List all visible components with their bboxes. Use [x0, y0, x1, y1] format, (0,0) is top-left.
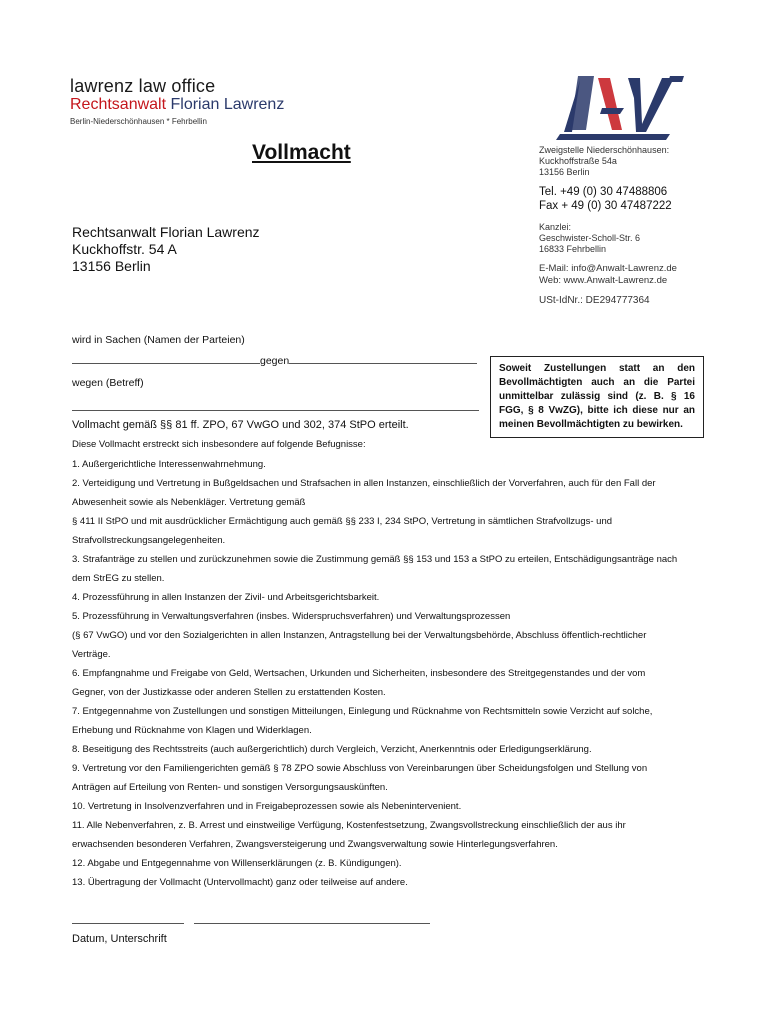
betreff-line[interactable]: [72, 398, 479, 411]
phone-number: Tel. +49 (0) 30 47488806: [539, 186, 668, 198]
party-one-line[interactable]: [72, 363, 260, 364]
list-item: Strafvollstreckungsangelegenheiten.: [72, 535, 226, 546]
list-item: 12. Abgabe und Entgegennahme von Willenserklärungen (z. B. Kündigungen).: [72, 858, 402, 869]
list-item: 2. Verteidigung und Vertretung in Bußgeldsachen und Strafsachen in allen Instanzen, einschließlich der Vorverfahren, auch für den Fall der: [72, 478, 656, 489]
signature-label: Datum, Unterschrift: [72, 933, 167, 945]
branch-line: Kuckhoffstraße 54a: [539, 156, 617, 166]
list-item: 10. Vertretung in Insolvenzverfahren und in Freigabeprozessen sowie als Nebenintervenient.: [72, 801, 462, 812]
list-item: erwachsenden besonderen Verfahren, Zwangsversteigerung und Zwangsverwaltung sowie Hinterlegungsverfahren.: [72, 839, 558, 850]
branch-line: 13156 Berlin: [539, 167, 590, 177]
firm-locations: Berlin-Niederschönhausen * Fehrbellin: [70, 117, 207, 126]
office-address: [539, 222, 640, 255]
list-item: Erhebung und Rücknahme von Klagen und Widerklagen.: [72, 725, 312, 736]
powers-list: [72, 455, 692, 892]
betreff-field[interactable]: [72, 398, 479, 414]
signature-line[interactable]: [194, 923, 430, 924]
vat-id: USt-IdNr.: DE294777364: [539, 295, 650, 306]
office-line: Geschwister-Scholl-Str. 6: [539, 233, 641, 243]
list-item: Abwesenheit sowie als Nebenkläger. Vertretung gemäß: [72, 497, 306, 508]
law-logo: [550, 68, 690, 148]
firm-subtitle: [70, 96, 284, 114]
firm-name: lawrenz law office: [70, 76, 216, 96]
office-line: 16833 Fehrbellin: [539, 244, 607, 254]
list-item: 3. Strafanträge zu stellen und zurückzunehmen sowie die Zustimmung gemäß §§ 153 und 153 a StPO zu erteilen, Entschädigungsanträge nach: [72, 554, 678, 565]
contact-numbers: [539, 185, 672, 213]
recipient-line: Kuckhoffstr. 54 A: [72, 241, 177, 257]
vollmacht-statement: Vollmacht gemäß §§ 81 ff. ZPO, 67 VwGO und 302, 374 StPO erteilt.: [72, 419, 409, 431]
firm-subtitle-navy: Florian Lawrenz: [170, 96, 285, 113]
office-line: Kanzlei:: [539, 222, 572, 232]
web-contact: [539, 263, 677, 287]
list-item: Anträgen auf Erteilung von Renten- und sonstigen Versorgungsauskünften.: [72, 782, 388, 793]
list-item: 6. Empfangnahme und Freigabe von Geld, Wertsachen, Urkunden und Sicherheiten, insbesondere des Streitgegenstandes und der vom: [72, 668, 646, 679]
parties-field[interactable]: [72, 355, 477, 367]
list-item: 8. Beseitigung des Rechtsstreits (auch außergerichtlich) durch Vergleich, Verzicht, Anerkenntnis oder Erledigungserklärung.: [72, 744, 592, 755]
service-notice-box: Soweit Zustellungen statt an den Bevollmächtigten auch an die Partei unmittelbar zulässig sind (z. B. § 16 FGG, § 8 VwZG), bitte ich diese nur an meinen Bevollmächtigten zu bewirken.: [490, 356, 704, 438]
recipient-address: [72, 224, 260, 275]
date-line[interactable]: [72, 923, 184, 924]
list-item: 9. Vertretung vor den Familiengerichten gemäß § 78 ZPO sowie Abschluss von Vereinbarungen über Scheidungsfolgen und Stellung von: [72, 763, 648, 774]
list-item: dem StrEG zu stellen.: [72, 573, 165, 584]
list-item: 1. Außergerichtliche Interessenwahrnehmung.: [72, 459, 266, 470]
firm-subtitle-red: Rechtsanwalt: [70, 96, 167, 113]
list-item: Gegner, von der Justizkasse oder anderen Stellen zu erstattenden Kosten.: [72, 687, 386, 698]
list-item: § 411 II StPO und mit ausdrücklicher Ermächtigung auch gemäß §§ 233 I, 234 StPO, Vertretung in sämtlichen Strafvollzugs- und: [72, 516, 613, 527]
fax-number: Fax + 49 (0) 30 47487222: [539, 200, 672, 212]
party-two-line[interactable]: [289, 363, 477, 364]
gegen-label: gegen: [260, 355, 290, 367]
website: Web: www.Anwalt-Lawrenz.de: [539, 275, 668, 286]
betreff-label: wegen (Betreff): [72, 377, 144, 389]
list-item: Verträge.: [72, 649, 111, 660]
recipient-line: Rechtsanwalt Florian Lawrenz: [72, 224, 260, 240]
list-item: 11. Alle Nebenverfahren, z. B. Arrest und einstweilige Verfügung, Kostenfestsetzung, Zwangsvollstreckung einschließlich der aus ihr: [72, 820, 626, 831]
recipient-line: 13156 Berlin: [72, 258, 151, 274]
list-item: 7. Entgegennahme von Zustellungen und sonstigen Mitteilungen, Einlegung und Rücknahme von Rechtsmitteln sowie Verzicht auf solche,: [72, 706, 653, 717]
list-item: 5. Prozessführung in Verwaltungsverfahren (insbes. Widerspruchsverfahren) und Verwaltungsprozessen: [72, 611, 511, 622]
scope-statement: Diese Vollmacht erstreckt sich insbesondere auf folgende Befugnisse:: [72, 439, 366, 450]
list-item: 4. Prozessführung in allen Instanzen der Zivil- und Arbeitsgerichtsbarkeit.: [72, 592, 380, 603]
parties-label: wird in Sachen (Namen der Parteien): [72, 334, 245, 346]
list-item: 13. Übertragung der Vollmacht (Untervollmacht) ganz oder teilweise auf andere.: [72, 877, 408, 888]
branch-address: [539, 145, 669, 178]
list-item: (§ 67 VwGO) und vor den Sozialgerichten in allen Instanzen, Antragstellung bei der Verwaltungsbehörde, Abschluss öffentlich-rechtlicher: [72, 630, 647, 641]
document-title: Vollmacht: [252, 141, 351, 164]
branch-line: Zweigstelle Niederschönhausen:: [539, 145, 670, 155]
email: E-Mail: info@Anwalt-Lawrenz.de: [539, 263, 677, 274]
